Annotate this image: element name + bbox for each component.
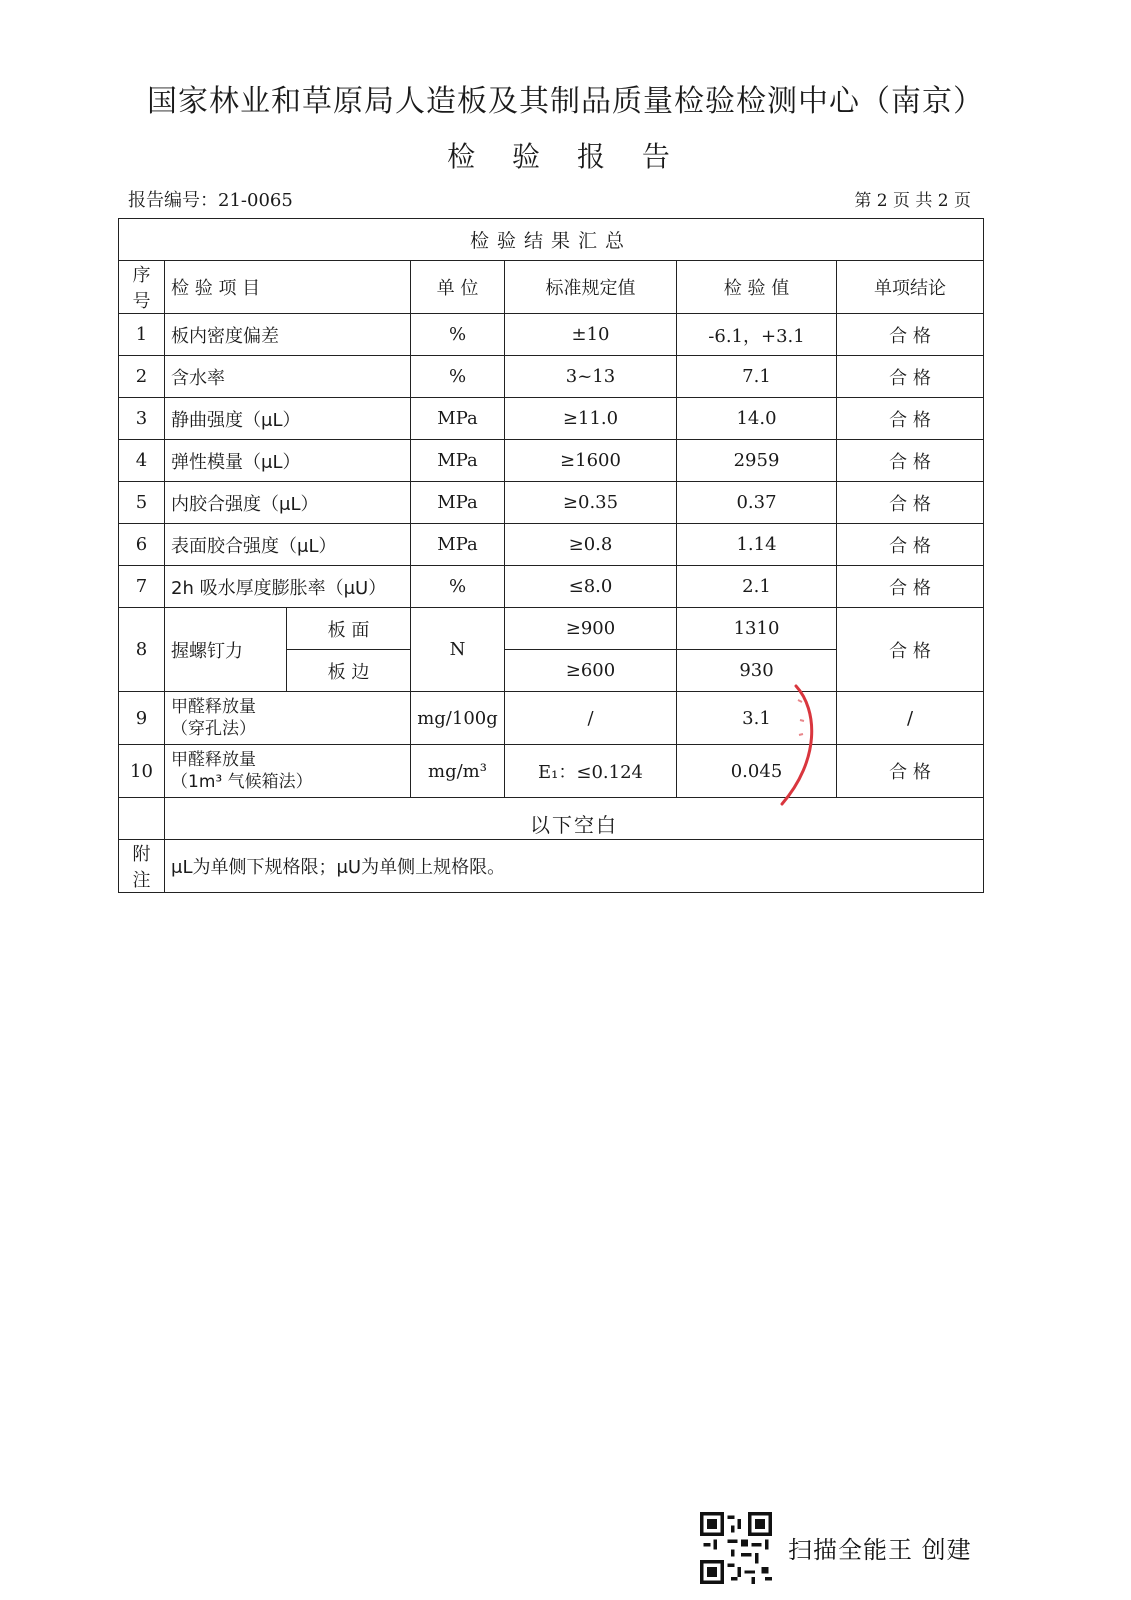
row-standard: ≥0.8 xyxy=(505,524,677,566)
blank-left-cell xyxy=(119,798,165,840)
sub-item-label: 板 边 xyxy=(287,650,411,692)
row-unit: mg/m³ xyxy=(411,745,505,798)
row-value: 2.1 xyxy=(677,566,837,608)
note-label: 附注 xyxy=(119,840,165,893)
row-value: 0.37 xyxy=(677,482,837,524)
row-unit: mg/100g xyxy=(411,692,505,745)
row-standard: ≥600 xyxy=(505,650,677,692)
row-item-name: 甲醛释放量 xyxy=(171,697,256,717)
header-conclusion: 单项结论 xyxy=(837,261,984,314)
row-conclusion: 合 格 xyxy=(837,566,984,608)
table-row xyxy=(119,440,984,482)
blank-text: 以下空白 xyxy=(530,813,618,837)
row-conclusion: / xyxy=(837,692,984,745)
table-row xyxy=(119,314,984,356)
qr-code-icon xyxy=(700,1512,772,1584)
row-conclusion: 合 格 xyxy=(837,524,984,566)
scanner-watermark: 扫描全能王 创建 xyxy=(788,1536,972,1564)
row-item-method: （1m³ 气候箱法） xyxy=(171,772,313,792)
row-item: 板内密度偏差 xyxy=(165,314,411,356)
row-unit: MPa xyxy=(411,524,505,566)
row-seq: 4 xyxy=(119,440,165,482)
row-standard: ≥0.35 xyxy=(505,482,677,524)
row-item: 弹性模量（μL） xyxy=(165,440,411,482)
row-unit: % xyxy=(411,566,505,608)
header-row xyxy=(119,261,984,314)
row-seq: 2 xyxy=(119,356,165,398)
row-item: 内胶合强度（μL） xyxy=(165,482,411,524)
results-table xyxy=(118,218,984,893)
row-unit: MPa xyxy=(411,398,505,440)
blank-row xyxy=(119,798,984,840)
row-item: 2h 吸水厚度膨胀率（μU） xyxy=(165,566,411,608)
sub-item-label: 板 面 xyxy=(287,608,411,650)
row-seq: 6 xyxy=(119,524,165,566)
row-conclusion: 合 格 xyxy=(837,356,984,398)
row-seq: 3 xyxy=(119,398,165,440)
row-seq: 9 xyxy=(119,692,165,745)
header-item: 检 验 项 目 xyxy=(165,261,411,314)
table-row xyxy=(119,482,984,524)
header-unit: 单 位 xyxy=(411,261,505,314)
row-item: 静曲强度（μL） xyxy=(165,398,411,440)
row-seq: 7 xyxy=(119,566,165,608)
row-value: 14.0 xyxy=(677,398,837,440)
row-standard: E₁：≤0.124 xyxy=(505,745,677,798)
row-standard: ≥900 xyxy=(505,608,677,650)
row-seq: 10 xyxy=(119,745,165,798)
row-value: 7.1 xyxy=(677,356,837,398)
row-unit: % xyxy=(411,356,505,398)
row-item: 握螺钉力 xyxy=(165,608,287,692)
row-item: 表面胶合强度（μL） xyxy=(165,524,411,566)
page-info: 第 2 页 共 2 页 xyxy=(854,191,971,211)
row-conclusion: 合 格 xyxy=(837,440,984,482)
row-seq: 5 xyxy=(119,482,165,524)
row-standard: ±10 xyxy=(505,314,677,356)
row-standard: 3~13 xyxy=(505,356,677,398)
row-value: 3.1 xyxy=(677,692,837,745)
row-conclusion: 合 格 xyxy=(837,608,984,692)
row-value: 0.045 xyxy=(677,745,837,798)
row-unit: MPa xyxy=(411,482,505,524)
row-conclusion: 合 格 xyxy=(837,745,984,798)
row-item: 含水率 xyxy=(165,356,411,398)
table-row xyxy=(119,356,984,398)
row-item xyxy=(165,692,411,745)
note-row xyxy=(119,840,984,893)
row-value: 2959 xyxy=(677,440,837,482)
row-standard: / xyxy=(505,692,677,745)
header-value: 检 验 值 xyxy=(677,261,837,314)
row-unit: % xyxy=(411,314,505,356)
blank-cell xyxy=(165,798,984,840)
table-caption: 检验结果汇总 xyxy=(119,219,984,261)
row-item-method: （穿孔法） xyxy=(171,719,256,739)
header-seq: 序号 xyxy=(119,261,165,314)
row-value: 1.14 xyxy=(677,524,837,566)
row-value: -6.1，+3.1 xyxy=(677,314,837,356)
organization-title: 国家林业和草原局人造板及其制品质量检验检测中心（南京） xyxy=(147,84,984,119)
table-row xyxy=(119,398,984,440)
row-conclusion: 合 格 xyxy=(837,482,984,524)
row-unit: N xyxy=(411,608,505,692)
row-standard: ≥11.0 xyxy=(505,398,677,440)
row-seq: 8 xyxy=(119,608,165,692)
row-value: 930 xyxy=(677,650,837,692)
table-row xyxy=(119,566,984,608)
table-row xyxy=(119,608,984,650)
table-row xyxy=(119,692,984,745)
note-text: μL为单侧下规格限；μU为单侧上规格限。 xyxy=(165,840,984,893)
table-row xyxy=(119,745,984,798)
header-standard: 标准规定值 xyxy=(505,261,677,314)
report-title: 检 验 报 告 xyxy=(447,140,684,173)
row-conclusion: 合 格 xyxy=(837,314,984,356)
row-conclusion: 合 格 xyxy=(837,398,984,440)
row-item xyxy=(165,745,411,798)
report-number: 报告编号：21-0065 xyxy=(128,190,293,211)
row-unit: MPa xyxy=(411,440,505,482)
row-item-name: 甲醛释放量 xyxy=(171,750,256,770)
row-standard: ≥1600 xyxy=(505,440,677,482)
table-row xyxy=(119,524,984,566)
row-standard: ≤8.0 xyxy=(505,566,677,608)
row-value: 1310 xyxy=(677,608,837,650)
row-seq: 1 xyxy=(119,314,165,356)
